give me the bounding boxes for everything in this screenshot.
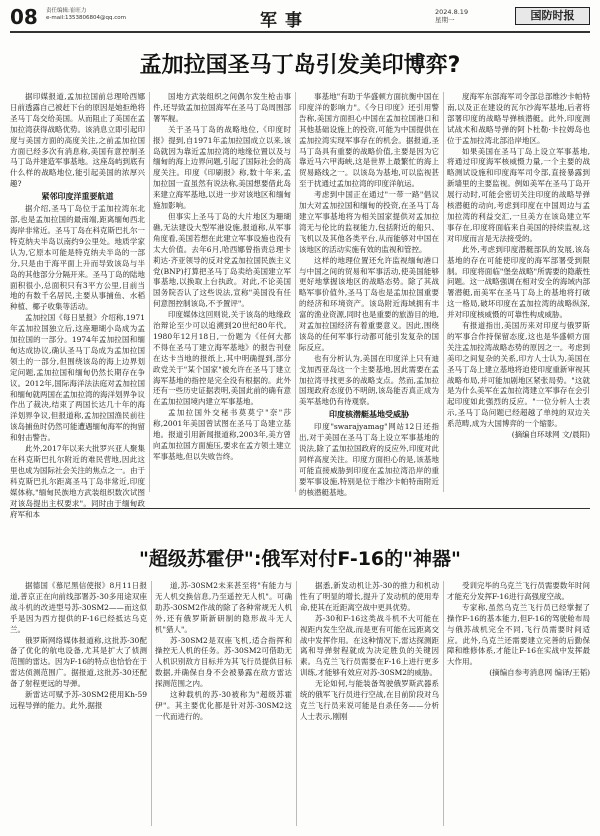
- paragraph: 国地方武装组织之间偶尔发生枪击事件,还导致孟加拉国海军在圣马丁岛周围部署军舰。: [153, 92, 291, 123]
- paragraph: 新雷达可赋予苏-30SM2使用Kh-59远程导弹的能力。此外,据报: [10, 690, 147, 710]
- article1-column-3: [299, 92, 439, 499]
- paragraph: 无论如何,与能装备驾驶俄罗斯武器系统的俄军飞行员进行空战,在目前阶段对乌克兰飞行员来说可能是自杀任务——分析人士表示,刚刚: [300, 679, 439, 721]
- paragraph: 据介绍,圣马丁岛位于孟加拉湾东北部,也是孟加拉国的最南端,距离缅甸西北海岸非常近。圣马丁岛在科克斯巴扎尔一特克纳夫半岛以南约9公里处。地质学家认为,它原本可能是特克纳夫半岛的一部分,只是由于海平面上升而导致该岛与半岛的其他部分分隔开来。圣马丁岛的陆地面积很小,总面积只有3平方公里,目前当地的有数千名居民,主要从事捕鱼、水稻种植、椰子收集等活动。: [10, 204, 145, 312]
- paragraph: 孟加拉国《每日星报》介绍称,1971年孟加拉国独立后,这座珊瑚小岛成为孟加拉国的一部分。1974年孟加拉国和缅甸达成协议,确认圣马丁岛成为孟加拉国领土的一部分,但围绕该岛的海上边界划定问题,孟加拉国和缅甸仍然长期存在争议。2012年,国际海洋法法庭对孟加拉国和缅甸就两国在孟加拉湾的海洋划界争议作出了裁决,结束了两国长达几十年的海洋划界争议,但报道称,孟加拉国渔民前往该岛捕鱼时仍然可能遭遇缅甸海军的拘留和射击警告。: [10, 313, 145, 443]
- source-byline: (摘编自环球网 文/晨阳): [511, 430, 590, 440]
- editor-name: 责任编辑:崔旺力: [46, 8, 87, 14]
- article1-column-1: [10, 92, 145, 519]
- paragraph: 但事实上圣马丁岛的大片地区为珊瑚礁,无法建设大型军港设施,报道称,从军事角度看,美国若想在此建立军事设施也没有太大价值。去年6月,哈西娜曾指责总理卡莉达·齐亚领导的反对党孟加拉国民族主义党(BNP)打算把圣马丁岛卖给美国建立军事基地,以换取上台执政。对此,不论美国国务院否认了这些说法,宣称"美国没有任何意图控制该岛,不予置评"。: [153, 211, 291, 309]
- paragraph: 这种载机的苏-30被称为"超级苏霍伊"。其主要优化都是针对苏-30SM2这一代而进行的。: [155, 690, 292, 721]
- paragraph: 有报道指出,美国历来对印度与俄罗斯的军事合作持保留态度,这也是华盛顿方面关注孟加拉湾战略态势的原因之一。考虑到美印之间复杂的关系,印方人士认为,美国在圣马丁岛上建立基地将迫使印度重新审视其战略布局,并可能加剧地区紧张局势。"这就是为什么美军在孟加拉湾建立军事存在会引起印度如此强烈的反应。"一位分析人士表示,圣马丁岛问题已经超越了单纯的双边关系范畴,成为大国博弈的一个缩影。: [447, 321, 590, 429]
- date-text: 2024.8.19: [435, 8, 469, 16]
- paragraph: 据悉,新发动机让苏-30的推力和机动性有了明显的增长,提升了发动机的使用寿命,使其在近距离空战中更具优势。: [300, 581, 439, 612]
- paragraph: 据印媒报道,孟加拉国前总理哈西娜日前透露自己被赶下台的原因是她拒绝将圣马丁岛交给美国。从而阻止了美国在孟加拉湾获得战略优势。该消息立即引起印度与美国方面的高度关注,之前孟加拉国方面已经多次有消息称,美国有意控制圣马丁岛并建造军事基地。这座岛屿到底有什么样的战略地位,能引起美国的浓厚兴趣?: [10, 92, 145, 189]
- article2-column-2: [155, 581, 292, 831]
- article1-column-4: [447, 92, 590, 499]
- paragraph: 道,苏-30SM2未来甚至将"有能力与无人机交换信息,乃至遥控无人机"。可确助苏-30SM2作战的除了各种常规无人机外,还有俄罗斯新研制的隐形战斗无人机"猎人"。: [155, 581, 292, 634]
- article2-column-3: [300, 581, 439, 831]
- editor-info: [46, 8, 126, 22]
- paragraph: 此外,考虑到印度潜艇部队的发展,该岛基地的存在可能使印度的海军部署受到限制。印度将面临"堡垒战略"所需要的隐蔽性问题。这一战略强调在相对安全的海域内部署潜艇,而美军在圣马丁岛上的基地将打破这一格局,破坏印度在孟加拉湾的战略纵深,并对印度核威慑的可靠性构成威胁。: [447, 244, 590, 320]
- article2-column-4: [447, 581, 590, 831]
- column-divider: [443, 92, 444, 492]
- paragraph: 据德国《慕尼黑信使报》8月11日报道,普京正在向前线部署苏-30多用途双座战斗机的改进型号苏-30SM2——而这似乎是因为西方提供的F-16已经抵达乌克兰。: [10, 581, 147, 634]
- section-title: 军事: [260, 11, 310, 31]
- editor-email: e-mail:1353806804@qq.com: [46, 15, 126, 21]
- weekday-text: 星期一: [435, 16, 455, 24]
- paragraph: 受训完毕的乌克兰飞行员需要数年时间才能充分发挥F-16进行高强度空战。: [447, 581, 590, 601]
- paragraph: 这样的地理位置还允许监视缅甸港口与中国之间的贸易和军事活动,使美国能够更好地掌握该地区的战略态势。除了其战略军事价值外,圣马丁岛也是孟加拉国重要的经济和环境资产。该岛附近海域拥有丰富的渔业资源,同时也是重要的旅游目的地,对孟加拉国经济有着重要意义。因此,围绕该岛的任何军事行动都可能引发复杂的国际反应。: [299, 255, 439, 352]
- paragraph: 孟加拉国外交秘书莫莫宁"奈"莎称,2001年美国曾试图在圣马丁岛建立基地。报道引用新闻报道称,2003年,美方曾向孟加拉国方面施压,要求在孟方领土建立军事基地,但以失败告终。: [153, 408, 291, 461]
- issue-date: [435, 8, 468, 24]
- column-divider: [443, 581, 444, 826]
- article2-column-1: [10, 581, 147, 831]
- column-divider: [149, 92, 150, 492]
- newspaper-masthead: 国防时报: [515, 7, 590, 25]
- column-divider: [295, 92, 296, 492]
- paragraph: 印度"swarajyamag"网站12日还指出,对于美国在圣马丁岛上设立军事基地的说法,除了孟加拉国政府的反应外,印度对此同样高度关注。印度方面担心的是,该基地可能直接威胁到印度在孟加拉湾沿岸的重要军事设施,特别是位于维沙卡帕特南附近的核潜艇基地。: [299, 422, 439, 497]
- paragraph: 苏-30和F-16这类战斗机不大可能在视距内发生空战,而是更有可能在远距离交战中发挥作用。在这种情况下,雷达探测距离和导弹射程就成为决定胜负的关键因素。乌克兰飞行员需要在F-16上进行更多训练,才能够有效应对苏-30SM2的威胁。: [300, 613, 439, 678]
- page-number: 08: [10, 5, 38, 29]
- article1-headline: 孟加拉国圣马丁岛引发美印博弈?: [139, 53, 461, 78]
- paragraph: 俄罗斯网络媒体报道称,这批苏-30配备了优化的航电设备,尤其是扩大了侦测范围的雷达。因为F-16的特点也恰恰在于雷达侦测范围广。据报道,这批苏-30还配备了射程更远的导弹。: [10, 635, 147, 689]
- paragraph: 此外,2017年以来大批罗兴亚人聚集在科克斯巴扎尔附近的难民营地,因此这里也成为国际社会关注的焦点之一。由于科克斯巴扎尔距离圣马丁岛非常近,印度媒体称,"缅甸民族地方武装组织数次试图对该岛提出主权要求"。同时由于缅甸政府军和本: [10, 444, 145, 519]
- paragraph: 度海军东部海军司令部总部维沙卡帕特南,以及正在建设的瓦尔沙海军基地,后者将部署印度的战略导弹核潜艇。此外,印度测试战术和战略导弹的阿卜杜勒·卡拉姆岛也位于孟加拉湾北部沿岸地区。: [447, 92, 590, 145]
- paragraph: 关于圣马丁岛的战略地位,《印度时报》提到,自1971年孟加拉国成立以来,该岛就因为靠近孟加拉湾的地缘位置以及与缅甸的海上边界问题,引起了国际社会的高度关注。印度《印刷报》称,数十年来,孟加拉国一直虽然有说法称,美国想要借此岛来建立海军基地,以进一步对该地区和缅甸施加影响。: [153, 124, 291, 211]
- column-divider: [151, 581, 152, 826]
- article2-headline: "超级苏霍伊":俄军对付F-16的"神器": [139, 548, 461, 570]
- paragraph: 苏-30SM2是双座飞机,适合指挥和操控无人机的任务。苏-30SM2可借助无人机识别敌方目标并为其飞行员提供目标数据,并确保自身不会被暴露在敌方雷达探测范围之内。: [155, 635, 292, 689]
- column-divider: [296, 581, 297, 826]
- paragraph: 专家称,虽然乌克兰飞行员已经掌握了操作F-16的基本能力,但F-16的驾驶舱布局与俄苏战机完全不同,飞行员需要时间适应。此外,乌克兰还需要建立完善的后勤保障和维修体系,才能让F-16在实战中发挥最大作用。: [447, 602, 590, 667]
- paragraph: 事基地"有助于华盛顿方面抗衡中国在印度洋的影响力"。《今日印度》还引用警告称,美国方面担心中国在孟加拉国港口和其他基础设施上的投资,可能为中国提供在孟加拉湾实现军事存在的机会。据报道,圣马丁岛具有重要的战略价值,主要是因为它靠近马六甲海峡,这是世界上最繁忙的海上贸易路线之一。以该岛为基地,可以监视甚至于扰通过孟加拉湾的印度洋航运。: [299, 92, 439, 189]
- article-separator: [10, 508, 590, 509]
- header-rule: [10, 31, 590, 33]
- paragraph: 也有分析认为,美国在印度洋上只有迪戈加西亚岛这一个主要基地,因此需要在孟加拉湾寻找更多的战略支点。然而,孟加拉国现政府态度仍不明朗,该岛能否真正成为美军基地仍有待观察。: [299, 353, 439, 407]
- subheading: 紧邻印度洋重要航道: [41, 192, 114, 202]
- paragraph: 考虑到中国正在通过"一带一路"倡议加大对孟加拉国和缅甸的投资,在圣马丁岛建立军事基地将为相关国家提供对孟加拉湾无与伦比的监视能力,包括附近的船只、飞机以及其他各类平台,从而能够对中国在该地区的活动实施有效的监视和管控。: [299, 190, 439, 254]
- paragraph: 如果美国在圣马丁岛上设立军事基地,将通过印度海军核威慑力量,一个主要的战略测试设施和印度海军司令部,直接暴露到新墙里的主要监视。例如美军在圣马丁岛开展行动时,可能会密切关注印度的战略导弹核潜艇的动向,考虑到印度在中国周边与孟加拉湾的利益交汇,一旦美方在该岛建立军事存在,印度将面临来自美国的持续监视,这对印度而言是无法接受的。: [447, 146, 590, 243]
- subheading: 印度核潜艇基地受威胁: [329, 410, 409, 420]
- page-header: [10, 6, 590, 30]
- article1-column-2: [153, 92, 291, 499]
- source-byline: (摘编自参考消息网 编译/王韬): [489, 668, 590, 678]
- paragraph: 印度媒体这回则说,关于该岛的地缘政治辩论至少可以追溯到20世纪80年代。1980年12月18日,一份题为《任何大都不得在圣马丁建立海军基地》的报告刊登在达卡当地的报纸上,其中明确提到,部分政党关于"某个国家"被允许在圣马丁建立海军基地的指控是完全没有根据的。此外还有一些历史证据表明,美国此前的确有意在孟加拉国境内建立军事基地。: [153, 310, 291, 407]
